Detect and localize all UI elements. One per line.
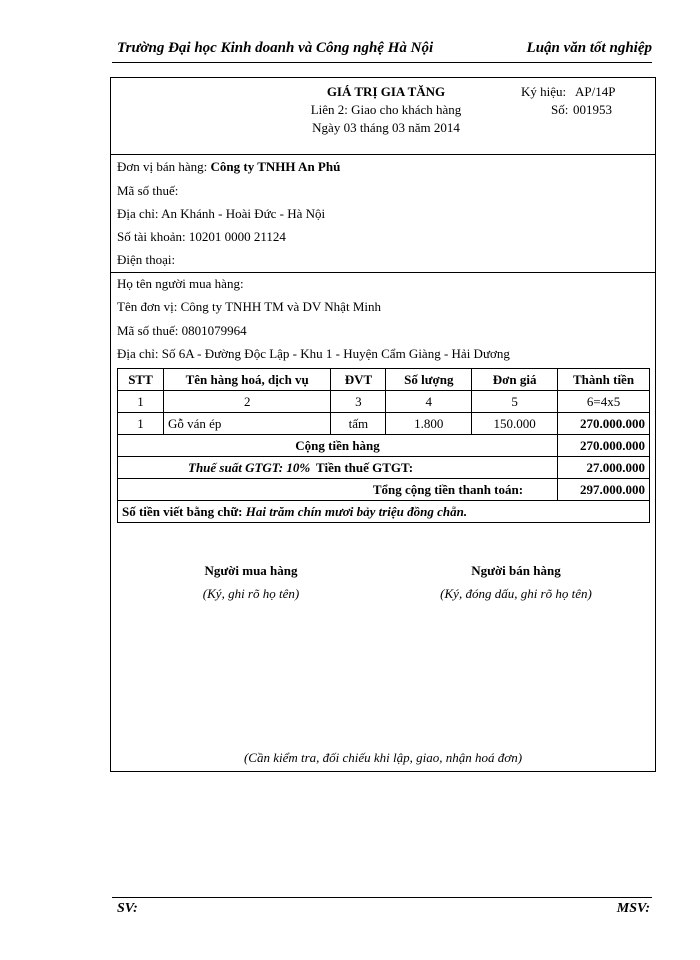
vat-cell (118, 457, 558, 479)
invoice-title: GIÁ TRỊ GIA TĂNG (326, 84, 446, 99)
invoice-bottom-note: (Cần kiểm tra, đối chiếu khi lập, giao, nhận hoá đơn) (243, 750, 523, 765)
symbol-label: Ký hiệu: (521, 84, 567, 99)
table-cell: 150.000 (472, 413, 558, 435)
invoice-date-line: Ngày 03 tháng 03 năm 2014 (312, 120, 460, 135)
table-cell: 6=4x5 (558, 391, 650, 413)
seller-account-value: 10201 0000 21124 (188, 229, 286, 244)
table-cell: 5 (472, 391, 558, 413)
table-header-cell: Tên hàng hoá, dịch vụ (163, 369, 331, 391)
buyer-address-value: Số 6A - Đường Độc Lập - Khu 1 - Huyện Cẩm Giàng - Hải Dương (161, 346, 510, 361)
number-value: 001953 (573, 102, 612, 117)
vat-value: 27.000.000 (558, 457, 650, 479)
table-header-cell: ĐVT (331, 369, 386, 391)
table-header-cell: Thành tiền (558, 369, 650, 391)
buyer-address-label: Địa chỉ: (117, 346, 159, 361)
page-footer-right: MSV: (616, 901, 650, 916)
buyer-person-label: Họ tên người mua hàng: (117, 276, 244, 291)
seller-account-row (117, 229, 286, 245)
invoice-copy-line: Liên 2: Giao cho khách hàng (310, 102, 462, 117)
page-footer-left: SV: (117, 901, 138, 916)
total-label: Tổng cộng tiền thanh toán: (118, 479, 558, 501)
table-index-row (118, 391, 650, 413)
table-header-cell: STT (118, 369, 164, 391)
buyer-unit-row (117, 299, 381, 315)
buyer-address-row (117, 346, 510, 362)
page-header-left: Trường Đại học Kinh doanh và Công nghệ Hà Nội (117, 40, 434, 56)
page-header-right: Luận văn tốt nghiệp (526, 40, 652, 56)
buyer-unit-label: Tên đơn vị: (117, 299, 178, 314)
subtotal-row (118, 435, 650, 457)
table-cell: Gỗ ván ép (163, 413, 331, 435)
seller-name-label: Đơn vị bán hàng: (117, 159, 208, 174)
total-row (118, 479, 650, 501)
buyer-unit-value: Công ty TNHH TM và DV Nhật Minh (180, 299, 381, 314)
table-cell: 1 (118, 413, 164, 435)
total-value: 297.000.000 (558, 479, 650, 501)
buyer-tax-value: 0801079964 (181, 323, 247, 338)
seller-name-value: Công ty TNHH An Phú (210, 159, 341, 174)
buyer-signature-title: Người mua hàng (204, 563, 298, 578)
seller-address-row (117, 206, 325, 222)
amount-words-label: Số tiền viết bằng chữ: (122, 503, 243, 519)
items-table (117, 368, 650, 523)
amount-words-row (118, 501, 650, 523)
table-cell: 2 (163, 391, 331, 413)
number-label: Số: (551, 102, 569, 117)
seller-signature-title: Người bán hàng (471, 563, 561, 578)
header-divider (112, 62, 652, 63)
seller-address-value: An Khánh - Hoài Đức - Hà Nội (161, 206, 326, 221)
table-cell: 270.000.000 (558, 413, 650, 435)
vat-label: Tiền thuế GTGT: (316, 459, 414, 475)
section-divider (111, 154, 655, 155)
seller-signature-note: (Ký, đóng dấu, ghi rõ họ tên) (440, 586, 592, 601)
table-cell: 1 (118, 391, 164, 413)
buyer-tax-row (117, 323, 247, 339)
table-cell: 3 (331, 391, 386, 413)
symbol-value: AP/14P (575, 84, 616, 99)
table-header-cell: Đơn giá (472, 369, 558, 391)
seller-address-label: Địa chỉ: (117, 206, 159, 221)
table-cell: 1.800 (386, 413, 472, 435)
table-header-row (118, 369, 650, 391)
table-cell: tấm (331, 413, 386, 435)
invoice-frame (110, 77, 656, 772)
buyer-tax-label: Mã số thuế: (117, 323, 179, 338)
vat-row (118, 457, 650, 479)
amount-words-cell (118, 501, 650, 523)
subtotal-value: 270.000.000 (558, 435, 650, 457)
seller-account-label: Số tài khoản: (117, 229, 186, 244)
section-divider (111, 272, 655, 273)
vat-rate-label: Thuế suất GTGT: 10% (188, 459, 311, 475)
subtotal-label: Cộng tiền hàng (118, 435, 558, 457)
amount-words-value: Hai trăm chín mươi bảy triệu đồng chẵn. (245, 503, 468, 519)
seller-name-row (117, 159, 340, 175)
table-header-cell: Số lượng (386, 369, 472, 391)
seller-phone-label: Điện thoại: (117, 252, 176, 267)
table-row (118, 413, 650, 435)
table-cell: 4 (386, 391, 472, 413)
buyer-signature-note: (Ký, ghi rõ họ tên) (202, 586, 300, 601)
footer-divider (112, 897, 652, 898)
seller-tax-label: Mã số thuế: (117, 183, 179, 198)
